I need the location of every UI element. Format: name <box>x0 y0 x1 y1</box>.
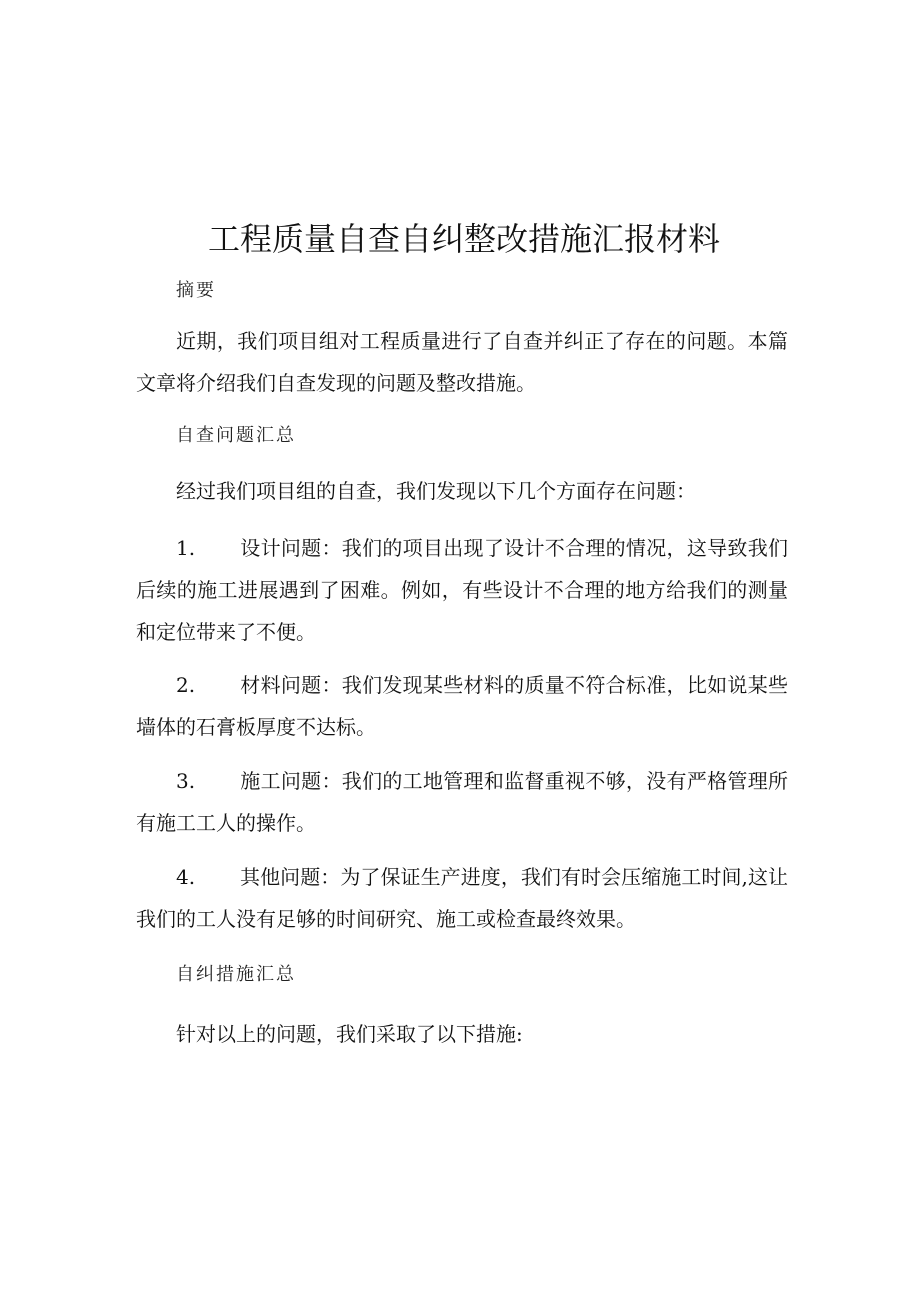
abstract-heading: 摘要 <box>176 280 216 301</box>
issue-number: 3. <box>176 769 196 793</box>
issue-number: 2. <box>176 673 196 697</box>
issue-item-1 <box>136 527 788 653</box>
issue-number: 4. <box>176 865 196 889</box>
issue-text: 施工问题：我们的工地管理和监督重视不够，没有严格管理所有施工工人的操作。 <box>136 769 788 835</box>
self-check-heading: 自查问题汇总 <box>176 425 296 446</box>
intro-paragraph: 近期，我们项目组对工程质量进行了自查并纠正了存在的问题。本篇文章将介绍我们自查发现的问题及整改措施。 <box>136 329 788 395</box>
issue-item-3 <box>136 760 788 844</box>
issue-text: 其他问题：为了保证生产进度，我们有时会压缩施工时间,这让我们的工人没有足够的时间研究、施工或检查最终效果。 <box>136 865 788 931</box>
issue-text: 设计问题：我们的项目出现了设计不合理的情况，这导致我们后续的施工进展遇到了困难。例如，有些设计不合理的地方给我们的测量和定位带来了不便。 <box>136 536 788 644</box>
correction-intro: 针对以上的问题，我们采取了以下措施: <box>176 1022 523 1046</box>
document-title: 工程质量自查自纠整改措施汇报材料 <box>207 220 720 258</box>
issue-item-2 <box>136 664 788 748</box>
correction-heading: 自纠措施汇总 <box>176 964 296 985</box>
issue-text: 材料问题：我们发现某些材料的质量不符合标准，比如说某些墙体的石膏板厚度不达标。 <box>136 673 788 739</box>
issue-item-4 <box>136 856 788 940</box>
self-check-intro: 经过我们项目组的自查，我们发现以下几个方面存在问题： <box>176 479 696 503</box>
issue-number: 1. <box>176 536 196 560</box>
